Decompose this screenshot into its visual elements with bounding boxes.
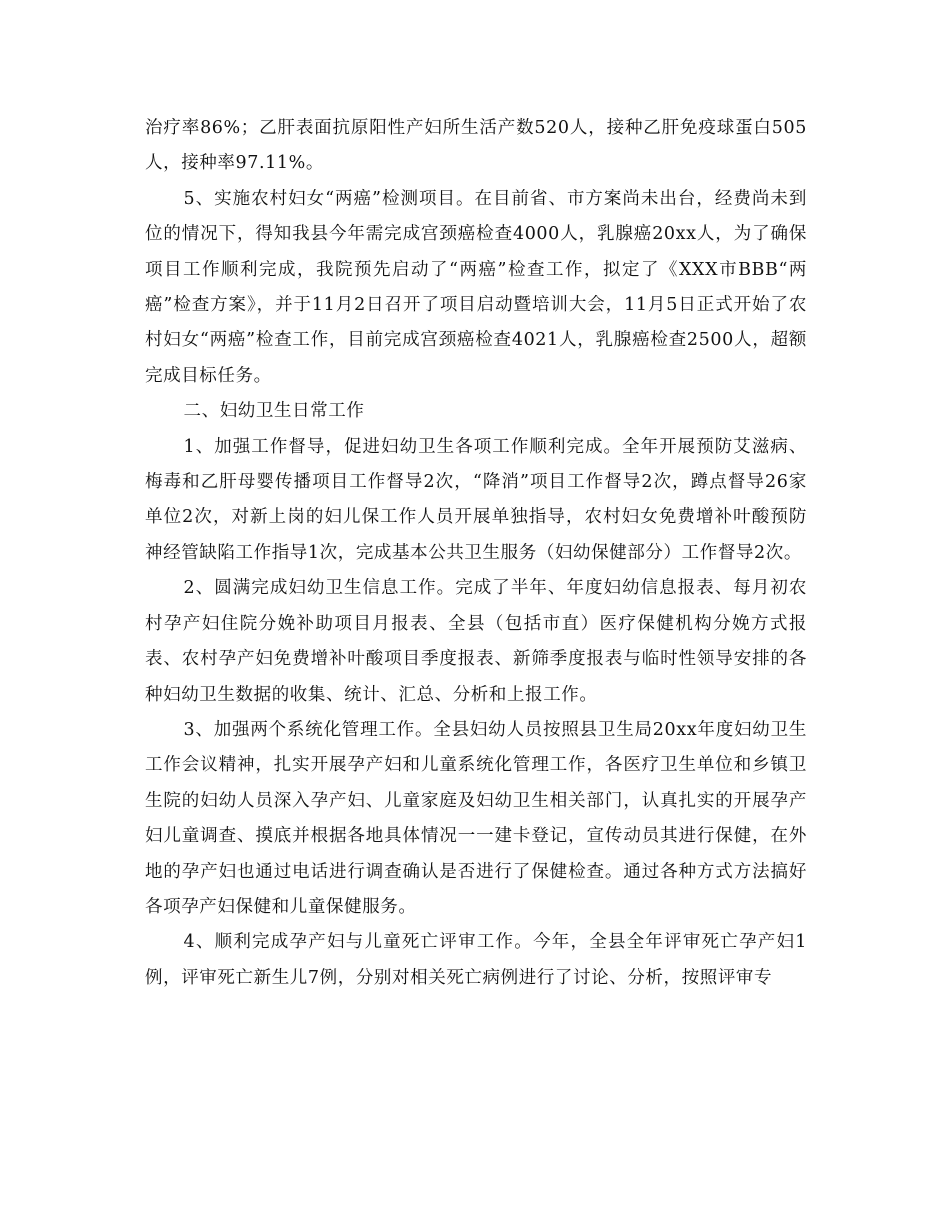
document-body	[145, 111, 807, 996]
paragraph-continuation: 治疗率86%；乙肝表面抗原阳性产妇所生活产数520人，接种乙肝免疫球蛋白505人，接种率97.11%。	[145, 118, 807, 174]
paragraph-item-4-death-review: 4、顺利完成孕产妇与儿童死亡评审工作。今年，全县全年评审死亡孕产妇1例，评审死亡新生儿7例，分别对相关死亡病例进行了讨论、分析，按照评审专	[145, 932, 807, 988]
paragraph-item-2-information: 2、圆满完成妇幼卫生信息工作。完成了半年、年度妇幼信息报表、每月初农村孕产妇住院分娩补助项目月报表、全县（包括市直）医疗保健机构分娩方式报表、农村孕产妇免费增补叶酸项目季度报表、新筛季度报表与临时性领导安排的各种妇幼卫生数据的收集、统计、汇总、分析和上报工作。	[145, 578, 807, 705]
paragraph-item-3-management: 3、加强两个系统化管理工作。全县妇幼人员按照县卫生局20xx年度妇幼卫生工作会议精神，扎实开展孕产妇和儿童系统化管理工作，各医疗卫生单位和乡镇卫生院的妇幼人员深入孕产妇、儿童家庭及妇幼卫生相关部门，认真扎实的开展孕产妇儿童调查、摸底并根据各地具体情况一一建卡登记，宣传动员其进行保健，在外地的孕产妇也通过电话进行调查确认是否进行了保健检查。通过各种方式方法搞好各项孕产妇保健和儿童保健服务。	[145, 719, 807, 917]
paragraph-item-1-supervision: 1、加强工作督导，促进妇幼卫生各项工作顺利完成。全年开展预防艾滋病、梅毒和乙肝母婴传播项目工作督导2次，“降消”项目工作督导2次，蹲点督导26家单位2次，对新上岗的妇儿保工作人员开展单独指导，农村妇女免费增补叶酸预防神经管缺陷工作指导1次，完成基本公共卫生服务（妇幼保健部分）工作督导2次。	[145, 436, 807, 563]
section-heading-daily-work: 二、妇幼卫生日常工作	[183, 401, 365, 422]
paragraph-item-5-two-cancers: 5、实施农村妇女“两癌”检测项目。在目前省、市方案尚未出台，经费尚未到位的情况下，得知我县今年需完成宫颈癌检查4000人，乳腺癌20xx人，为了确保项目工作顺利完成，我院预先启动了“两癌”检查工作，拟定了《XXX市BBB“两癌”检查方案》，并于11月2日召开了项目启动暨培训大会，11月5日正式开始了农村妇女“两癌”检查工作，目前完成宫颈癌检查4021人，乳腺癌检查2500人，超额完成目标任务。	[145, 188, 807, 386]
